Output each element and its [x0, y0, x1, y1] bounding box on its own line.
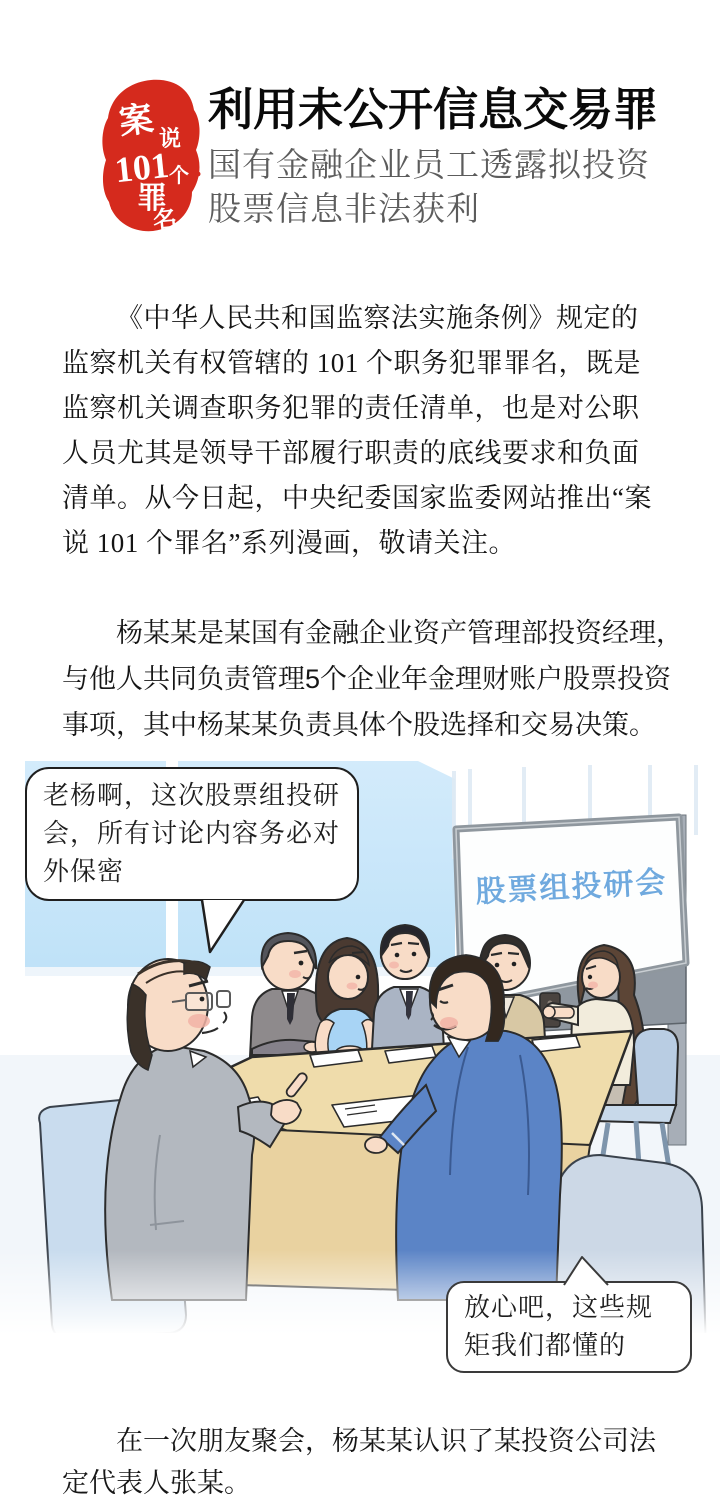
seal-char-an: 案 — [116, 100, 156, 143]
whiteboard-text: 股票组投研会 — [474, 866, 669, 910]
seal-text-101: 101 — [112, 144, 171, 191]
subtitle-line-2: 股票信息非法获利 — [208, 192, 480, 228]
case-intro-paragraph: 杨某某是某国有金融企业资产管理部投资经理，与他人共同负责管理5个企业年金理财账户股票投资事项，其中杨某某负责具体个股选择和交易决策。 — [62, 618, 683, 740]
speech-bubble-reply-text: 放心吧，这些规矩我们都懂的 — [464, 1293, 654, 1360]
speech-bubble-leader-text: 老杨啊，这次股票组投研会，所有讨论内容务必对外保密 — [43, 781, 341, 886]
seal-char-zui: 罪 — [137, 182, 167, 215]
intro-paragraph: 《中华人民共和国监察法实施条例》规定的监察机关有权管辖的 101 个职务犯罪罪名，既是监察机关调查职务犯罪的责任清单，也是对公职人员尤其是领导干部履行职责的底线要求和负面清单。从今日起，中央纪委国家监委网站推出“案说 101 个罪名”系列漫画，敬请关注。 — [62, 303, 652, 558]
speech-bubble-reply — [446, 1281, 692, 1373]
speech-bubble-reply-tail — [556, 1255, 620, 1286]
person-blue-top-woman — [315, 938, 378, 1058]
speech-bubble-leader-tail — [188, 899, 264, 955]
header — [208, 84, 678, 232]
speech-bubble-leader — [25, 767, 359, 901]
closing-paragraph: 在一次朋友聚会，杨某某认识了某投资公司法定代表人张某。 — [62, 1426, 656, 1498]
red-seal-logo — [97, 76, 207, 236]
seal-char-ge: 个 — [169, 165, 189, 187]
seal-char-ming: 名 — [151, 206, 179, 235]
meeting-room-illustration — [0, 755, 720, 1400]
subtitle-line-1: 国有金融企业员工透露拟投资 — [208, 148, 650, 184]
page-subtitle — [208, 144, 678, 232]
seal-char-shuo: 说 — [159, 126, 182, 151]
page-title: 利用未公开信息交易罪 — [208, 84, 659, 135]
